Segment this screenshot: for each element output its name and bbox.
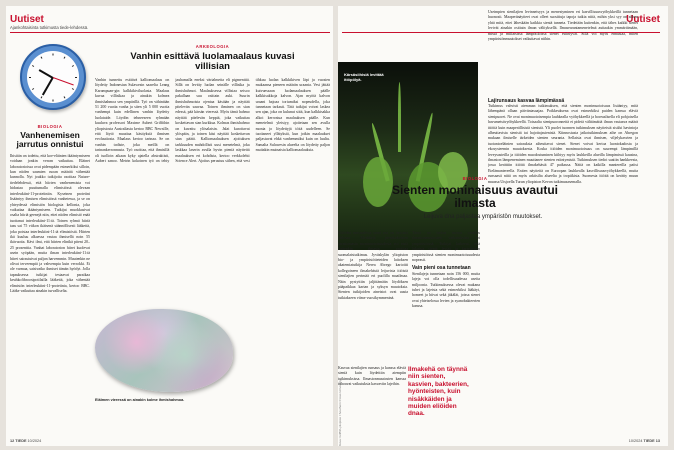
top-rule [10, 32, 330, 33]
right-intro: Useimpien sienilajien levinneisyys ja menestyminen eri kasvillisuusvyöhykkeillä tunnetaan huonosti. Maaperänäytteet ovat olleet suosittuja tapoja tutkia niitä, mihin yksi syy on siihen yhtä mitä, ettei läheskään kaikkia sieniä tunneta. Tiedetään kuitenkin, että tähes kaikki sienet levivät ainakin osittain ilman välityksellä. Ilmasearantamenetelmä auttaakin ymmärtämään, missä ja millaisissa lämpötiloissa sienet esiintyvät. Sillä voi myös ennustaa, miten ympäristönmuutokset vaikuttavat niihin. [488, 10, 638, 42]
moss-body-4: Kasvaa sienilajien runsaus ja kanssa eläviä sieniä kuin löydettiin aiempiin tutkimuksissa. Ilmastonmuutosten kanssa tuhoavat vaikutuksia kasvaviin lajeihin. [338, 366, 406, 387]
right-mag-name: TIEDE [643, 439, 655, 443]
moss-headline: Sienten moninaisuus avautui ilmasta [391, 183, 559, 210]
photo-credit: Kuva: Griffith-yliopisto / Southern Cross University [338, 379, 342, 446]
clock-face [27, 51, 79, 103]
left-page-number: 12 [10, 439, 15, 443]
right-column [488, 10, 638, 409]
clock-headline: Vanhenemisen jarrutus onnistui [16, 130, 84, 149]
moss-photo-caption: Kärsäsiihisiä levittää itiöpölyä. [344, 72, 384, 82]
moss-pull-quote: Ilmakehä on täynnä niin sienten, kasvien, bakteerien, hyönteisten, kuin nisäkkäiden ja muiden eliöiden dnaa. [408, 366, 469, 418]
right-page [338, 6, 668, 446]
moss-kicker: BIOLOGIA [462, 176, 488, 181]
clock-body: Ihisiäin on todettu, että koe-eläinten ikääntymiseen voidaan jonkin verran vaikuttaa. Eläinet laboratorioissa ovat pidempään esimerkiksi silloin, kun niiden saamien ruoan määrää vähentää kunnolla. Nyt joukko tutkijoita osoittaa Nature-tiedelehdessä, että hiirten vanhenemista voi hidastaa puuttumalla elimistössä olevaan interleukiini-11-proteiiniin. Kyseinen proteiini lisääntyy ihmisen elimistössä vanhetessa, ja se on yhteydessä elimistön biologisia kellonia, joka vaikuttaa ikääntymiseen. Tutkijat muokkasivat osalta hiiriä geenejä niin, ettei niiden elimistö enää tuottanut interleukiini-11:tä. Toinen ryhmä hiiriä taas sai 75 viikon ikäisenä säännöllisesti lääkettä, joka poistaa interleukiini-11:tä elimistöstä. Hiirten ikä kuuluu alkaessa vastaa ihmisellä noin 55 ikävuotta. Kävi ilmi, että hiirten elinikä piteni 20–25 prosenttia. Vanhat laboratorion hiiret kuolevat usein syöpään, mutta ilman interleukiini-11:tä hiiret sairastuivat paljon harvemmin. Muutenkin ne olivat terveempiä ja vahvempia kuin verrokki. Ei ole varmaa, saisivatko ihmiset tämän hyödyt. Jolla tapauksessa tutkijat testaavat paraikaa keuhkofibroosipotilailla lääkettä, joka vähentää elimistön interleukiini-11-proteiinia, kertoo BBC. Lääke vaikuttaa ainakin turvalliselta. [10, 153, 90, 293]
section-title: Uutiset [10, 14, 44, 25]
right-subhead: Lajirunsaus kasvaa lämpimässä [488, 98, 565, 104]
left-footer [10, 439, 41, 443]
rock-article [95, 44, 330, 273]
rock-painting-photo [95, 309, 233, 392]
right-page-number: 13 [655, 439, 660, 443]
clock-kicker: BIOLOGIA [37, 124, 63, 129]
left-page [6, 6, 333, 446]
right-body: Tutkimus vahvisti aiemman tutkimuksen, että sienten monimuotoisuus lisääntyy, mitä lähempänä ollaan päiväntasaajaa. Poikkeuksena ovat esimerkiksi puiden kanssa eläviä sienipuoret. Ne ovat monimuotoisempia lauhkealla vyöhykkeellä ja boreaalisella eli pohjoisella havumetsävyöhykkeellä. Toisaalta sienipuoronneitä ei pidetä välttämättä ilman vastaava määrä itiöitä kuin maaperällisistä sienistä. Yli puolet tuonnen tutkimuksen näytteistä sisälsi havintoja alheuttavista sienistä tai hajottajasienistä. Kiinnostusta jatkotutkimuksen aihe on Abregon mukaan ilmiselle tärkeiden sienten seuranta. Sellaisia ovat ihmisen, viljelykasvien ja tuotantoeläinten sairauksia aiheuttavat sienet. Sienet voivat kertoa luontokadosta ja ekosysteemin muutoksesta. Koska itiöiden monimuotoisuus on suurempi lämpimillä leveysasteilla ja itiöiden muodostuminen kiihtyy myös lauhkeilla alueilla lämpimissä kausina, ilmaston lämpeneminen muuttanee sienten esiintymistä. Tutkimuksen tiedot saatiin hankkeesta, jossa kerättiin itiöitä ilmakehästä 47 paikassa. Näitä on kaikilla mantereilla paitsi Etelämantereella. Eniten näytteitä on Euroopan lauhkealla kasvillisuusvyöhykkeellä, mutta runsaasti niitä on myös arktisilta alueelta ja tropiikista. Suomesta itiöitä on kerätty muun muassa Utsjoella Turun yliopiston Kevon tutkimusasemalla. [488, 104, 638, 184]
moss-standfirst: Leijuva dna paljastaa ympäristön muutokset. [423, 214, 543, 220]
right-issue: 10/2024 [628, 439, 643, 443]
rock-headline: Vanhin esittävä luolamaalaus kuvasi villisian [130, 51, 295, 72]
left-issue: 10/2024 [27, 439, 42, 443]
right-footer [629, 439, 660, 443]
moss-photo [338, 62, 478, 250]
section-subtitle: Ajankohtaisinta tutkimusta tiede-lehdessä. [10, 25, 89, 30]
section-title-right: Uutiset [626, 14, 660, 25]
minute-hand [42, 77, 53, 95]
moss-subhead: Vain pieni osa tunnetaan [412, 265, 471, 272]
clock-illustration [20, 44, 86, 110]
moss-body-1: Eliöiden runsaudesta suuri osa on tietoista piilossa. Merkkejä pienikokoisten tavattomasta moninuotoisuudesta voi etsiä kuitenkin ilmasta, osoittaa suomalaistutkimus. Jyväskylän yliopiston bio- ja ympäristötieteiden laitoksen akatemiatutkija Nerea Abrego kartoitti kollegoineen ilmakehästä leijuvista itiöistä sienilajien perimää eri puolilla maailmaa. Näin pystyttiin jaljittämään löydöksen pääpaikkaa kartan ja syksyn muutoksia. Sienten tutkijoiden aineistot ovat uusia tutkiakseen viime vuosikymmeninä. [338, 231, 408, 300]
moss-body-3: Sienilajeja tunnetaan noin 156 000, mutta lajeja voi olla todellisuudessa useita miljoonia. Tutkimuksessa olevat mukana tuhet ja lajeista sekä esimerkiksi lääkäyt, homeet ja hiivat sekä jäkälät, joissa sienet ovat yhteiselossa levien ja syanobakteerien kanssa. [412, 271, 480, 309]
rock-body: Vanhin tunnettu esittävä kalliomaalaus on löydetty Indonesian Sulawesin saarelta Leang Karampuan-gin kalkkikiviluolasta. Maalaus kuvaa villisikaa ja ainakin kolmea ihmishahmoa sen ympärillä. Työ on vähintään 51 200 vuotta vanha ja siten yli 5 000 vuotta vanhempi kuin edellinen vanhin löydetty luolataide. Löydön tehneeseen ryhmään kuuluva professori Maxime Aubert Griffithin yliopistosta Australiasta kertoo BBC Newsille, että löytö muuttaa käsityksiä ihmisen evoluutiosta. Maalaus kertoo tarinaa. Se on vanhin todiste, joka meillä on tarinankerronnasta. Työ osoittaa, että ihmisillä oli tuolloin aikaan kyky ajatella abstraktisti, Aubert sanoo. Metrin kokoinen työ on tehty jauhamalla eneksi värialmetta eli pigmenttiä. Sillä on levitty luolan seinälle villisika ja ihmishahmot. Maalauksessa villisiaa seisoo pakallaan suu osittain auki. Suurin ihmishahmoista ojentaa käsiään ja näyttää pitelevän sauvaa. Toinen ihminen on sian edessä, pää kärsän vieressä. Myös tämä hahmo näyttää pitelevän keppiä, joka vaikuttaa koskettavan sian kurkkua. Kolmas ihmishahmo on kuvattu ylösalaisin. Jalat kurottavat ylöspäin, ja toinen käsi näyttää koskettavan sian päätä. Kalliomaalauksen ajoituksen tarkkuuden mahdollisti uusi menetelmä, joka laskkaa laserin avulla hyvin pieniä näytteitä maalauksen eri kohdista, kertoo verkkolehti Science Alert. Ajoitus perustuu siihen, että vesi tihkuu luolan kalkkikiven läpi ja vuosien mukaansa pieneen määrän uraania. Vesi jättää kuivuessaan luolamaalauksen päälle kalkkisakkoja kalvon. Ajan myötä kalvon uraani hajoaa toriumiksi nopeudella, joka tunnetaan tarkasti. Tätä tutkijat voivat laskea sen ajan, joka on kulunut siitä, kun kalkkisakka alkoi kerrostua maalauksen päälle. Kun menetelmä yleistyy, ajoitetaan sen avulla monia jo löydettyjä töitä uudelleen. Se tuottaneet yllätyksiä, kun jotkin maalaukset paljastuvat ehkä vanhemmiksi kuin on luultu. Samalta Sulawesin alueelta on löydetty paljon muitakin muinaisia kalliomaalauksia. [95, 77, 330, 164]
rock-kicker: ARKEOLOGIA [195, 44, 230, 49]
second-hand [53, 77, 74, 85]
left-mag-name: TIEDE [15, 439, 27, 443]
moss-body-2 [412, 231, 480, 361]
rock-photo-caption: Eläimen vieressä on ainakin kolme ihmishahmoa. [95, 398, 185, 402]
moss-body-2-text: Tämä on tiedon tuoma oivallus ilmastonmuutosten vaikutuksista eri ympäristöissä. Tutkijat laskevat, että lukuisia sieniä leviää ja kartoitettiin ympäristöissä sienien monimuotoisuudesta nopeasti. [412, 231, 480, 263]
clock-article [10, 124, 90, 422]
